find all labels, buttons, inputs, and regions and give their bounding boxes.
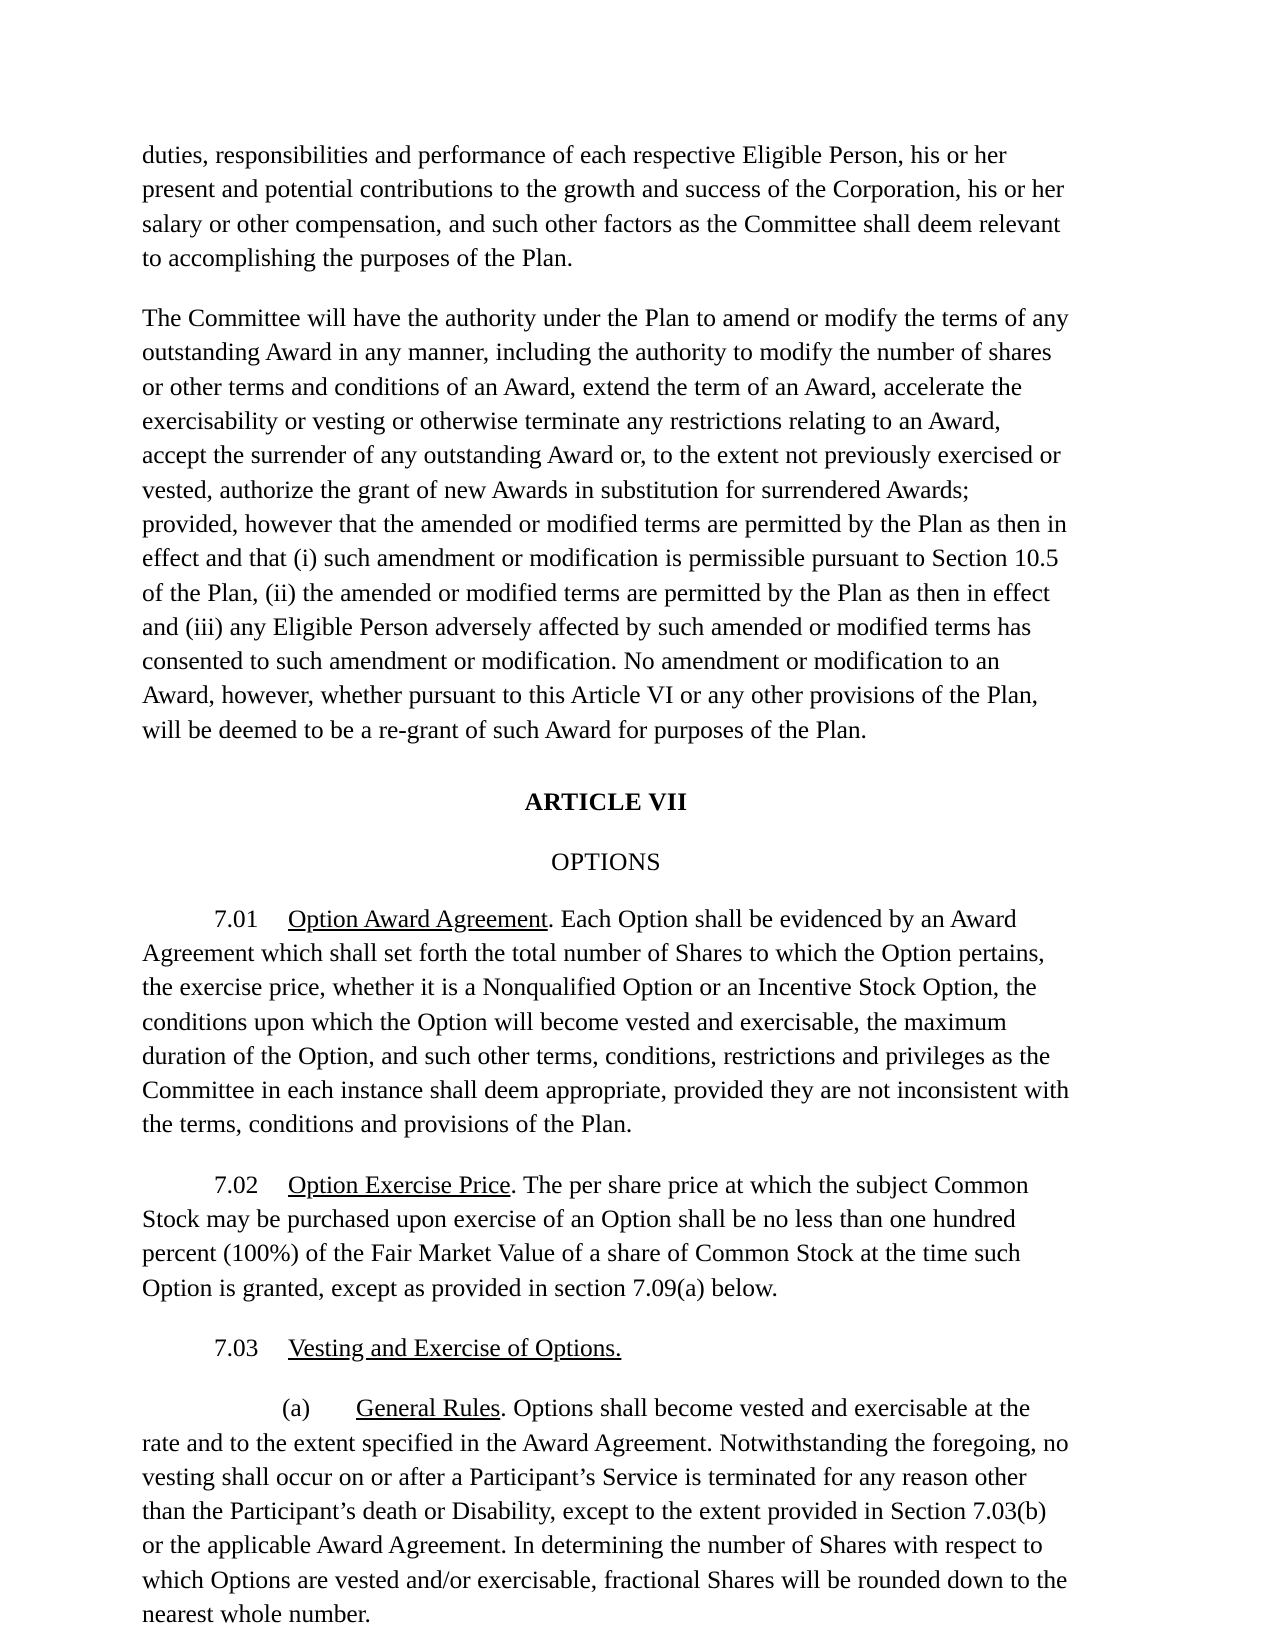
section-number: 7.03 <box>214 1332 259 1362</box>
article-subtitle: OPTIONS <box>551 847 661 877</box>
section-number: 7.01 <box>214 903 259 933</box>
page-content <box>142 138 1070 1631</box>
subsection-title: General Rules <box>356 1393 501 1423</box>
section-title: Option Exercise Price <box>288 1169 511 1199</box>
section-7-03 <box>142 1331 1070 1365</box>
subsection-7-03-a <box>142 1391 1070 1631</box>
paragraph-text: The Committee will have the authority under the Plan to amend or modify the terms of any outstanding Award in any manner, including the authority to modify the number of shares or other terms and conditions of an Award, extend the term of an Award, accelerate the exercisability or vesting or otherwise terminate any restrictions relating to an Award, accept the surrender of any outstanding Award or, to the extent not previously exercised or vested, authorize the grant of new Awards in substitution for surrendered Awards; provided, however that the amended or modified terms are permitted by the Plan as then in effect and that (i) such amendment or modification is permissible pursuant to Section 10.5 of the Plan, (ii) the amended or modified terms are permitted by the Plan as then in effect and (iii) any Eligible Person adversely affected by such amended or modified terms has consented to such amendment or modification. No amendment or modification to an Award, however, whether pursuant to this Article VI or any other provisions of the Plan, will be deemed to be a re-grant of such Award for purposes of the Plan. <box>142 303 1069 744</box>
section-title: Vesting and Exercise of Options. <box>288 1332 622 1362</box>
paragraph-committee-authority <box>142 301 1070 747</box>
heading-spacer <box>142 880 1070 902</box>
section-title-punctuation: . <box>547 903 554 933</box>
section-body: The per share price at which the subject Common Stock may be purchased upon exercise of an Option shall be no less than one hundred percent (100%) of the Fair Market Value of a share of Common Stock at the time such Option is granted, except as provided in section 7.09(a) below. <box>142 1169 1029 1302</box>
paragraph-duties-responsibilities <box>142 138 1070 275</box>
article-heading: ARTICLE VII <box>524 787 688 817</box>
section-title-punctuation: . <box>510 1169 517 1199</box>
section-7-02 <box>142 1168 1070 1305</box>
paragraph-text: duties, responsibilities and performance of each respective Eligible Person, his or her present and potential contributions to the growth and success of the Corporation, his or her salary or other compensation, and such other factors as the Committee shall deem relevant to accomplishing the purposes of the Plan. <box>142 140 1064 272</box>
subsection-title-punctuation: . <box>500 1393 507 1423</box>
subsection-label: (a) <box>282 1393 311 1423</box>
section-body: Each Option shall be evidenced by an Award Agreement which shall set forth the total number of Shares to which the Option pertains, the exercise price, whether it is a Nonqualified Option or an Incentive Stock Option, the conditions upon which the Option will become vested and exercisable, the maximum duration of the Option, and such other terms, conditions, restrictions and privileges as the Committee in each instance shall deem appropriate, provided they are not inconsistent with the terms, conditions and provisions of the Plan. <box>142 903 1069 1139</box>
section-number: 7.02 <box>214 1169 259 1199</box>
section-7-01 <box>142 902 1070 1142</box>
subsection-body: Options shall become vested and exercisable at the rate and to the extent specified in the Award Agreement. Notwithstanding the foregoing, no vesting shall occur on or after a Participant’s Service is terminated for any reason other than the Participant’s death or Disability, except to the extent provided in Section 7.03(b) or the applicable Award Agreement. In determining the number of Shares with respect to which Options are vested and/or exercisable, fractional Shares will be rounded down to the nearest whole number. <box>142 1393 1069 1628</box>
section-title: Option Award Agreement <box>288 903 548 933</box>
